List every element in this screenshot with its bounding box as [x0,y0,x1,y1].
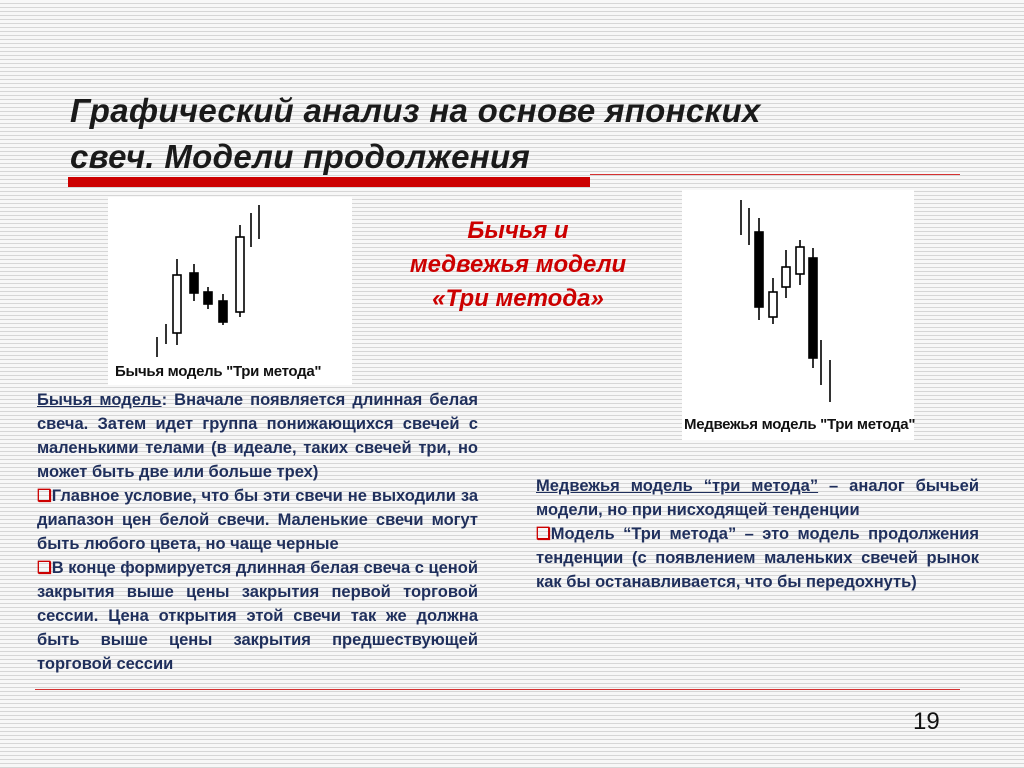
candle-black-long [809,258,817,358]
bullish-intro: Бычья модель: Вначале появляется длинная белая свеча. Затем идет группа понижающихся свечей с маленькими телами (в идеале, таких свечей три, но может быть две или больше трех) [37,391,479,481]
bullet-icon: ❑ [37,559,52,577]
bearish-intro: Медвежья модель “три метода” – аналог бычьей модели, но при нисходящей тенденции [536,477,979,519]
section-heading-line3: «Три метода» [432,285,604,312]
bearish-bullet-1: ❑Модель “Три метода” – это модель продолжения тенденции (с появлением маленьких свечей рынок как бы останавливается, что бы передохнуть) [536,525,979,591]
section-heading-line2: медвежья модели [409,251,627,278]
candle-white [769,292,777,317]
title-underline-rule [590,174,960,175]
candle-black-long [755,232,763,307]
candle-black [190,273,198,293]
footer-rule [35,689,960,690]
bullish-bullet-1: ❑Главное условие, что бы эти свечи не выходили за диапазон цен белой свечи. Маленькие свечи могут быть любого цвета, но чаще черные [37,487,478,553]
bearish-candles [682,190,914,440]
candle-white-long [173,275,181,333]
bearish-chart [682,190,914,440]
section-heading [378,214,658,316]
bullish-chart [108,197,352,385]
bearish-description [536,474,979,594]
title-underline-bar [68,177,590,187]
candle-white [782,267,790,287]
candle-white [796,247,804,274]
section-heading-line1: Бычья и [467,217,569,244]
bearish-chart-caption: Медвежья модель "Три метода" [684,416,916,433]
candle-black [204,292,212,304]
bullish-term: Бычья модель [37,391,162,409]
candle-black [219,301,227,322]
page-number: 19 [913,708,940,735]
bearish-term: Медвежья модель “три метода” [536,477,819,495]
slide-title-line2: свеч. Модели продолжения [70,138,531,175]
bullet-icon: ❑ [536,525,551,543]
candle-white-long [236,237,244,312]
bullet-icon: ❑ [37,487,52,505]
bullish-candles [108,197,352,385]
bullish-chart-caption: Бычья модель "Три метода" [115,363,322,380]
bullish-description [37,388,478,676]
slide-title-line1: Графический анализ на основе японских [70,92,761,129]
bullish-bullet-2: ❑В конце формируется длинная белая свеча с ценой закрытия выше цены закрытия первой торговой сессии. Цена открытия этой свечи так же должна быть выше цены закрытия предшествующей торговой сессии [37,559,478,673]
slide-title [70,88,950,180]
